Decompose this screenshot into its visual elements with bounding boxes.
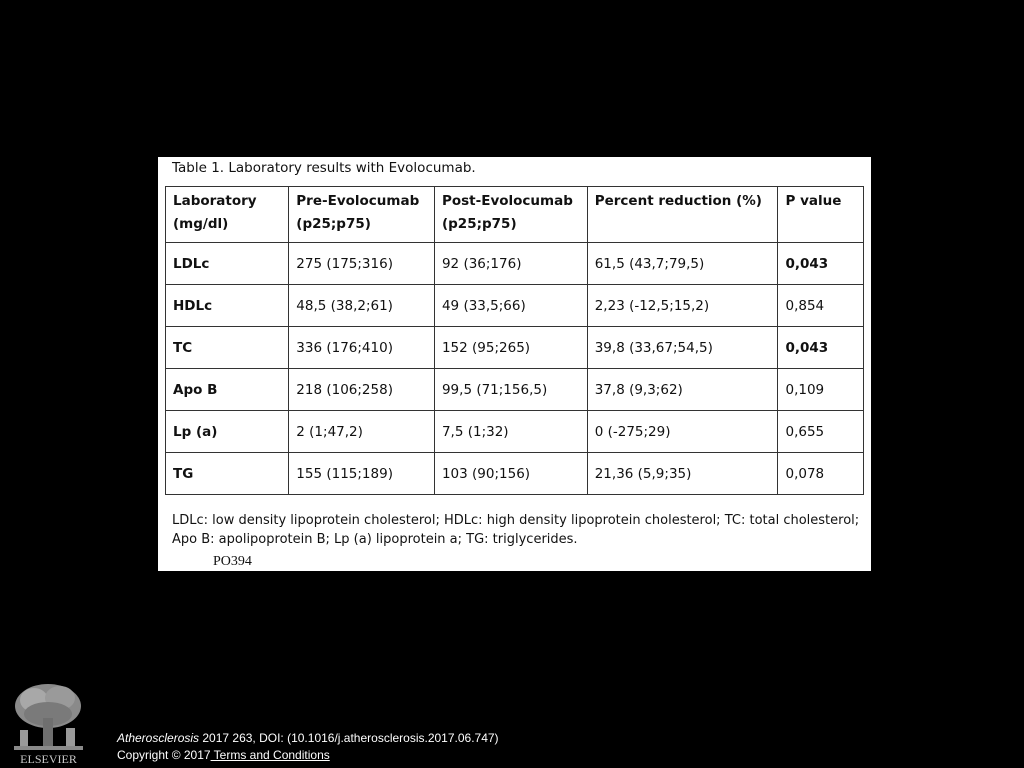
p-value: 0,043 [778,327,864,369]
reduction-value: 2,23 (-12,5;15,2) [587,285,778,327]
citation [117,730,499,764]
citation-details: 2017 263, DOI: (10.1016/j.atherosclerosis.2017.06.747) [199,731,499,745]
table-figure [158,157,871,571]
post-value: 7,5 (1;32) [434,411,587,453]
p-value: 0,109 [778,369,864,411]
row-label: Apo B [166,369,289,411]
header-percent-reduction: Percent reduction (%) [587,187,778,243]
poster-id: PO394 [213,554,252,569]
journal-name: Atherosclerosis [117,731,200,745]
p-value: 0,854 [778,285,864,327]
header-laboratory: Laboratory (mg/dl) [166,187,289,243]
post-value: 92 (36;176) [434,243,587,285]
table-row [166,453,864,495]
post-value: 103 (90;156) [434,453,587,495]
post-value: 152 (95;265) [434,327,587,369]
table-row [166,411,864,453]
table-row [166,285,864,327]
terms-and-conditions-link[interactable]: Terms and Conditions [210,748,330,762]
citation-line [117,730,499,747]
row-label: TG [166,453,289,495]
row-label: Lp (a) [166,411,289,453]
pre-value: 155 (115;189) [289,453,435,495]
p-value: 0,078 [778,453,864,495]
pre-value: 218 (106;258) [289,369,435,411]
table-row [166,327,864,369]
p-value: 0,043 [778,243,864,285]
copyright-line [117,747,499,764]
header-pre-evolocumab: Pre-Evolocumab (p25;p75) [289,187,435,243]
table-row [166,369,864,411]
p-value: 0,655 [778,411,864,453]
reduction-value: 0 (-275;29) [587,411,778,453]
header-post-evolocumab: Post-Evolocumab (p25;p75) [434,187,587,243]
header-p-value: P value [778,187,864,243]
elsevier-tree-icon [10,680,87,766]
pre-value: 2 (1;47,2) [289,411,435,453]
reduction-value: 37,8 (9,3;62) [587,369,778,411]
pre-value: 48,5 (38,2;61) [289,285,435,327]
reduction-value: 21,36 (5,9;35) [587,453,778,495]
elsevier-logo-text: ELSEVIER [20,752,77,766]
row-label: TC [166,327,289,369]
table-header-row [166,187,864,243]
post-value: 99,5 (71;156,5) [434,369,587,411]
lab-results-table [165,186,864,495]
table-caption: Table 1. Laboratory results with Evolocumab. [172,160,476,176]
reduction-value: 61,5 (43,7;79,5) [587,243,778,285]
pre-value: 336 (176;410) [289,327,435,369]
table-footnote: LDLc: low density lipoprotein cholesterol; HDLc: high density lipoprotein cholesterol; TC: total cholesterol; Apo B: apolipoprotein B; Lp (a) lipoprotein a; TG: triglycerides. [172,513,860,547]
pre-value: 275 (175;316) [289,243,435,285]
row-label: LDLc [166,243,289,285]
post-value: 49 (33,5;66) [434,285,587,327]
reduction-value: 39,8 (33,67;54,5) [587,327,778,369]
copyright-text: Copyright © 2017 [117,748,211,762]
table-row [166,243,864,285]
row-label: HDLc [166,285,289,327]
